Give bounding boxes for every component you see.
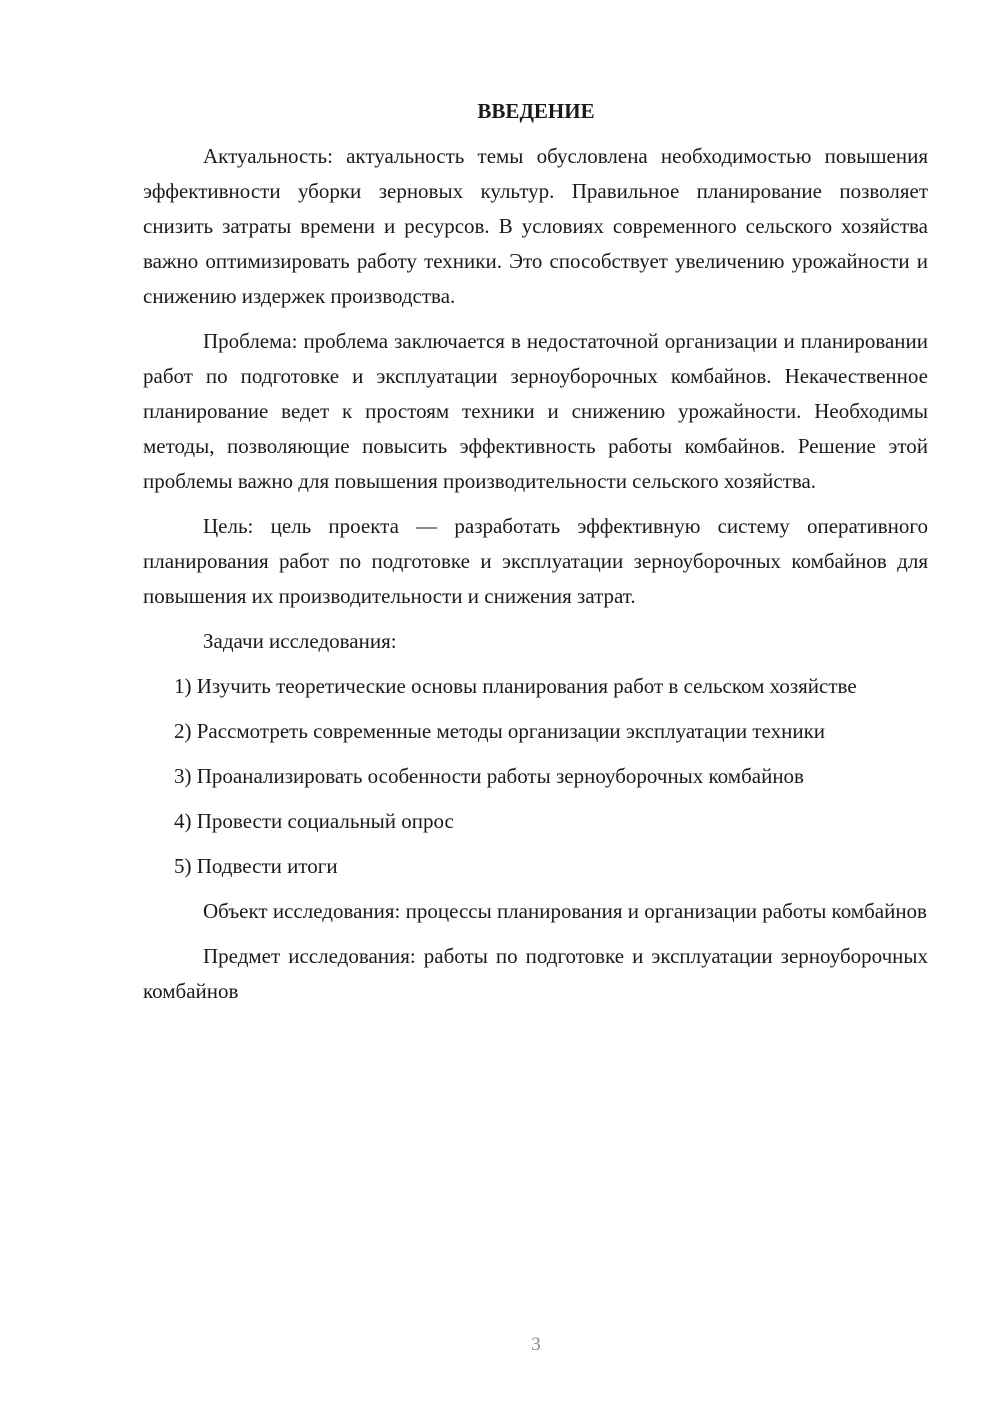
- problem-paragraph: Проблема: проблема заключается в недостаточной организации и планировании работ по подготовке и эксплуатации зерноуборочных комбайнов. Некачественное планирование ведет к простоям техники и снижению урожайности. Необходимы методы, позволяющие повысить эффективность работы комбайнов. Решение этой проблемы важно для повышения производительности сельского хозяйства.: [143, 329, 928, 493]
- document-page: [143, 94, 928, 1019]
- task-item-5: 5) Подвести итоги: [174, 854, 338, 878]
- task-item-3: 3) Проанализировать особенности работы зерноуборочных комбайнов: [174, 764, 804, 788]
- task-item-1: 1) Изучить теоретические основы планирования работ в сельском хозяйстве: [174, 674, 857, 698]
- subject-paragraph: Предмет исследования: работы по подготовке и эксплуатации зерноуборочных комбайнов: [143, 944, 928, 1003]
- relevance-paragraph: Актуальность: актуальность темы обусловлена необходимостью повышения эффективности уборки зерновых культур. Правильное планирование позволяет снизить затраты времени и ресурсов. В условиях современного сельского хозяйства важно оптимизировать работу техники. Это способствует увеличению урожайности и снижению издержек производства.: [143, 144, 928, 308]
- page-number: 3: [531, 1334, 541, 1355]
- task-item-2: 2) Рассмотреть современные методы организации эксплуатации техники: [174, 719, 826, 743]
- goal-paragraph: Цель: цель проекта — разработать эффективную систему оперативного планирования работ по подготовке и эксплуатации зерноуборочных комбайнов для повышения их производительности и снижения затрат.: [143, 514, 928, 608]
- page-title: ВВЕДЕНИЕ: [477, 99, 595, 123]
- tasks-heading: Задачи исследования:: [203, 629, 397, 653]
- task-item-4: 4) Провести социальный опрос: [174, 809, 454, 833]
- object-paragraph: Объект исследования: процессы планирования и организации работы комбайнов: [203, 899, 927, 923]
- tasks-list: [143, 669, 928, 884]
